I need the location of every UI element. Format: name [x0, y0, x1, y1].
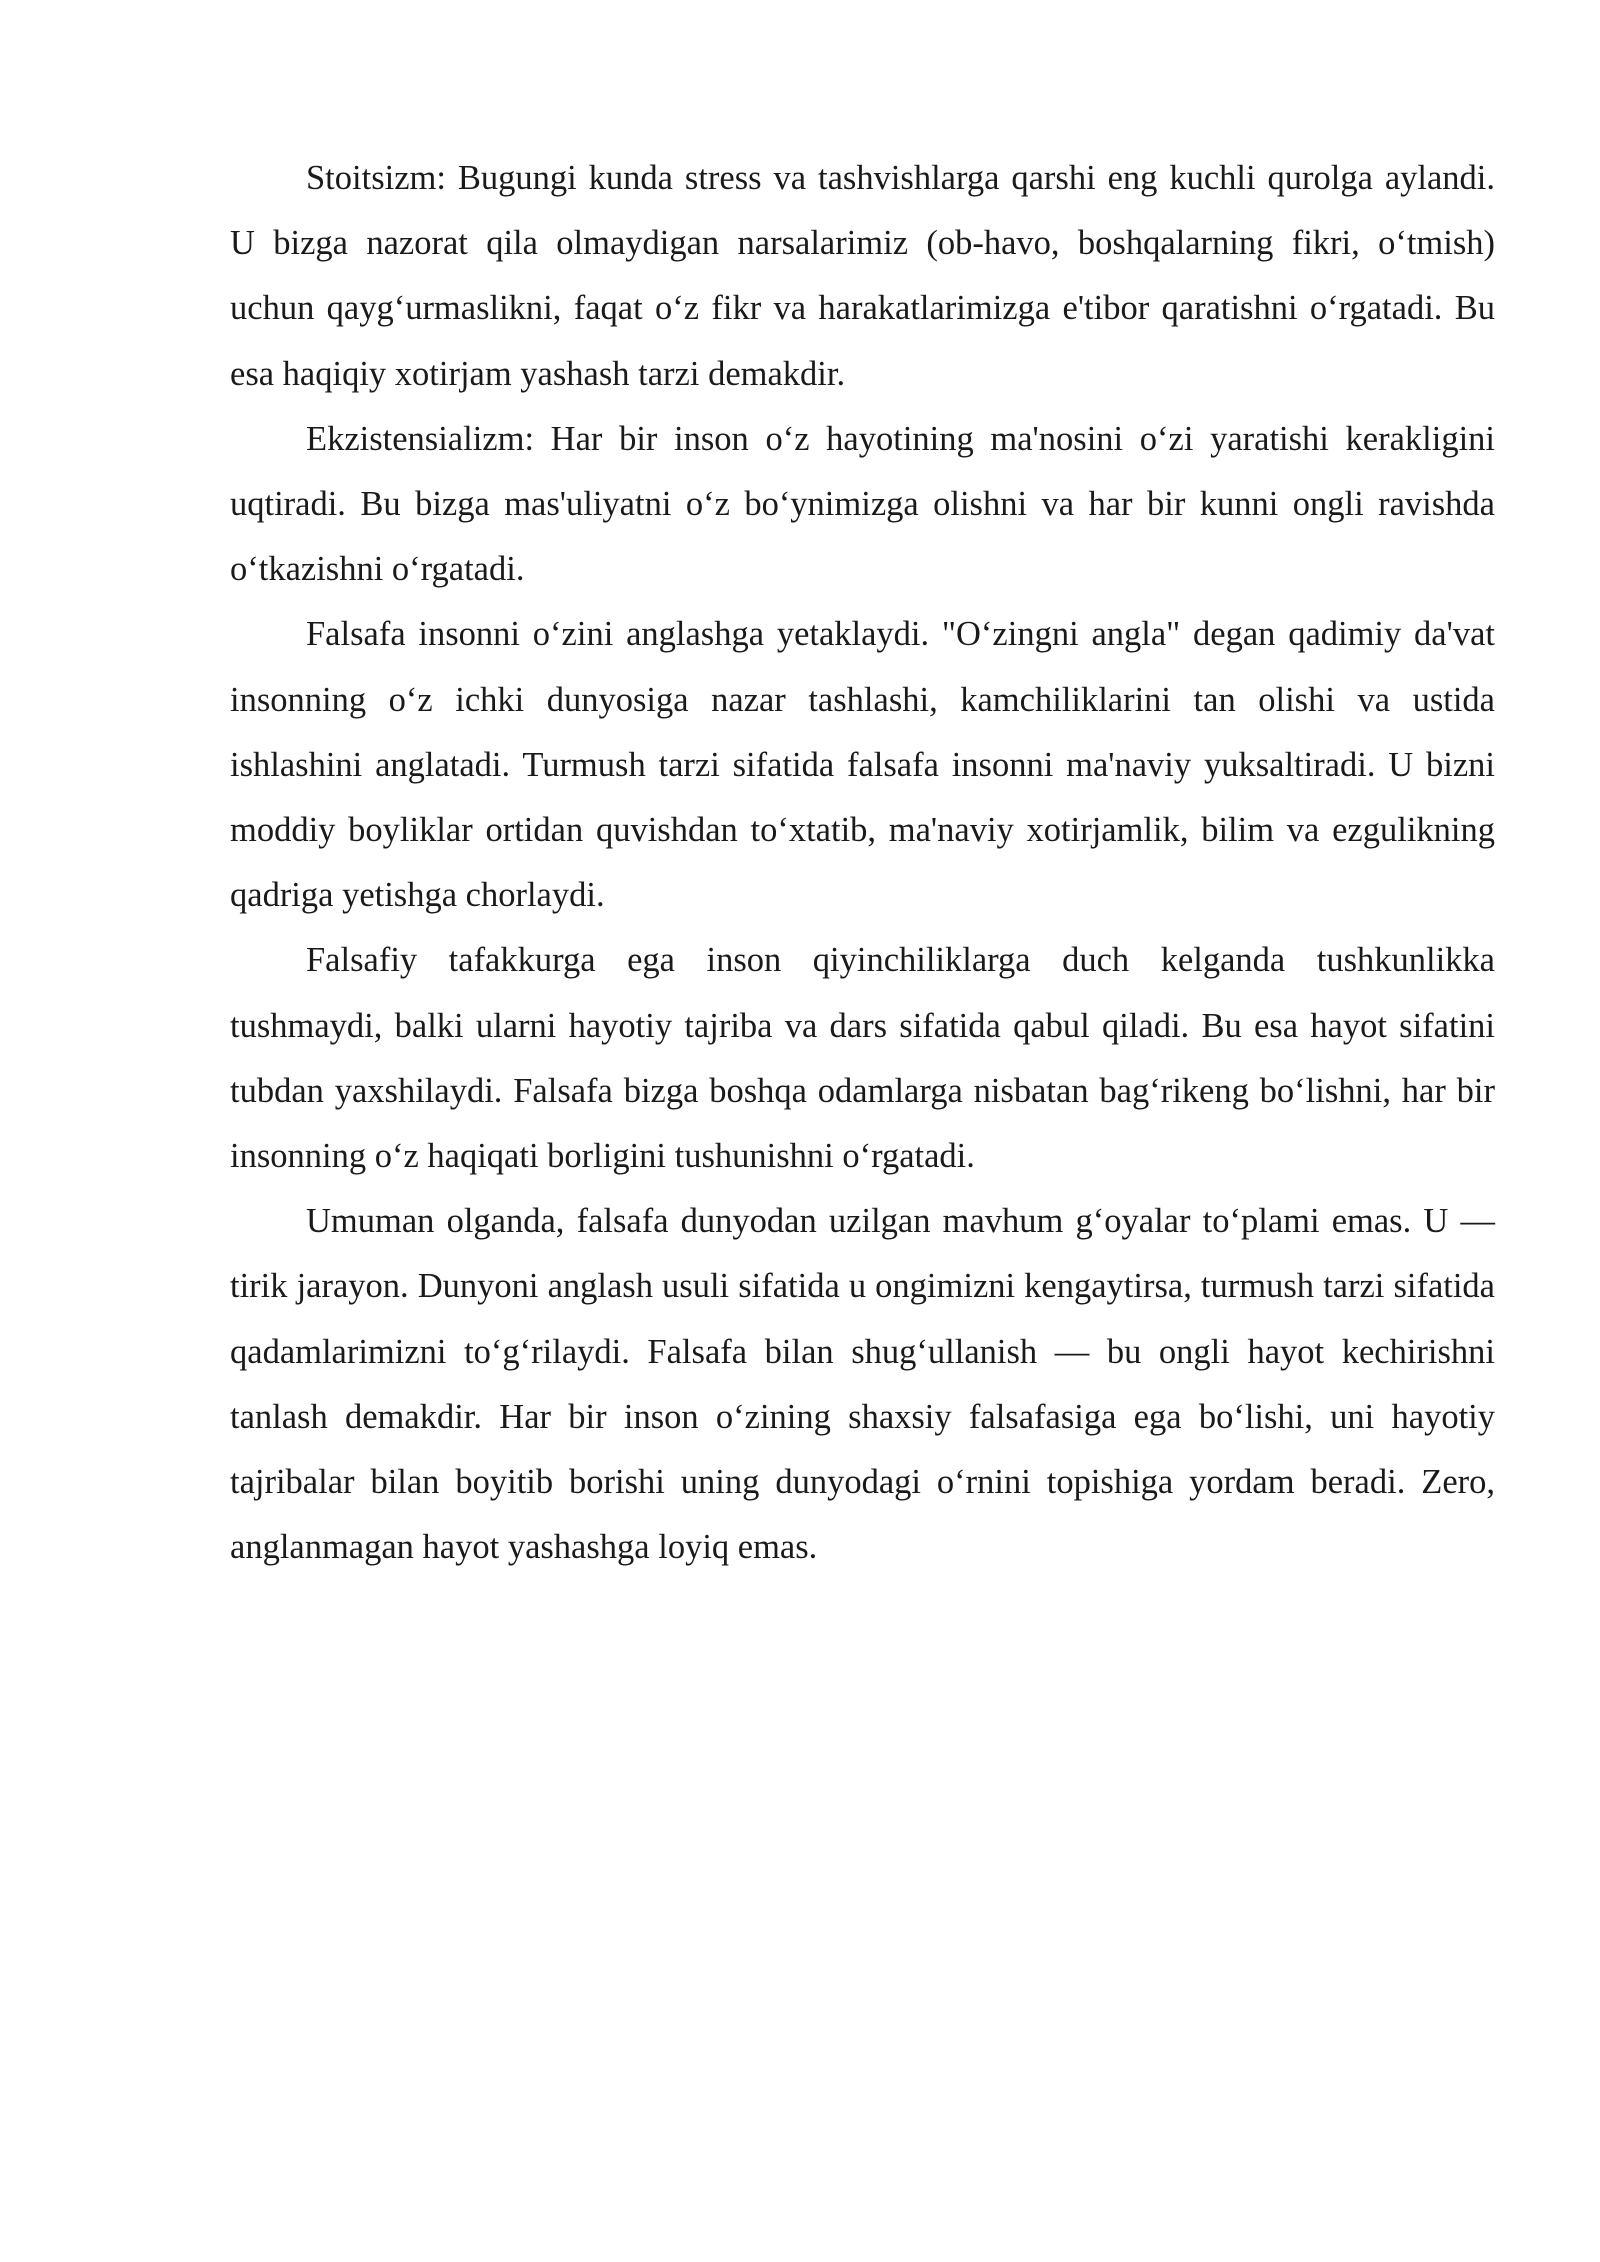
paragraph-existentialism: Ekzistensializm: Har bir inson o‘z hayotining ma'nosini o‘zi yaratishi kerakligini uqtiradi. Bu bizga mas'uliyatni o‘z bo‘ynimizga olishni va har bir kunni ongli ravishda o‘tkazishni o‘rgatadi.: [230, 419, 1495, 589]
paragraph-philosophical-thinking: Falsafiy tafakkurga ega inson qiyinchiliklarga duch kelganda tushkunlikka tushmaydi, balki ularni hayotiy tajriba va dars sifatida qabul qiladi. Bu esa hayot sifatini tubdan yaxshilaydi. Falsafa bizga boshqa odamlarga nisbatan bag‘rikeng bo‘lishni, har bir insonning o‘z haqiqati borligini tushunishni o‘rgatadi.: [230, 941, 1495, 1176]
document-body: [230, 146, 1495, 1580]
paragraph-conclusion: Umuman olganda, falsafa dunyodan uzilgan mavhum g‘oyalar to‘plami emas. U — tirik jarayon. Dunyoni anglash usuli sifatida u ongimizni kengaytirsa, turmush tarzi sifatida qadamlarimizni to‘g‘rilaydi. Falsafa bilan shug‘ullanish — bu ongli hayot kechirishni tanlash demakdir. Har bir inson o‘zining shaxsiy falsafasiga ega bo‘lishi, uni hayotiy tajribalar bilan boyitib borishi uning dunyodagi o‘rnini topishiga yordam beradi. Zero, anglanmagan hayot yashashga loyiq emas.: [230, 1202, 1495, 1567]
paragraph-stoicism: Stoitsizm: Bugungi kunda stress va tashvishlarga qarshi eng kuchli qurolga aylandi. U bizga nazorat qila olmaydigan narsalarimiz (ob-havo, boshqalarning fikri, o‘tmish) uchun qayg‘urmaslikni, faqat o‘z fikr va harakatlarimizga e'tibor qaratishni o‘rgatadi. Bu esa haqiqiy xotirjam yashash tarzi demakdir.: [230, 159, 1495, 393]
paragraph-self-knowledge: Falsafa insonni o‘zini anglashga yetaklaydi. "O‘zingni angla" degan qadimiy da'vat insonning o‘z ichki dunyosiga nazar tashlashi, kamchiliklarini tan olishi va ustida ishlashini anglatadi. Turmush tarzi sifatida falsafa insonni ma'naviy yuksaltiradi. U bizni moddiy boyliklar ortidan quvishdan to‘xtatib, ma'naviy xotirjamlik, bilim va ezgulikning qadriga yetishga chorlaydi.: [230, 615, 1495, 915]
